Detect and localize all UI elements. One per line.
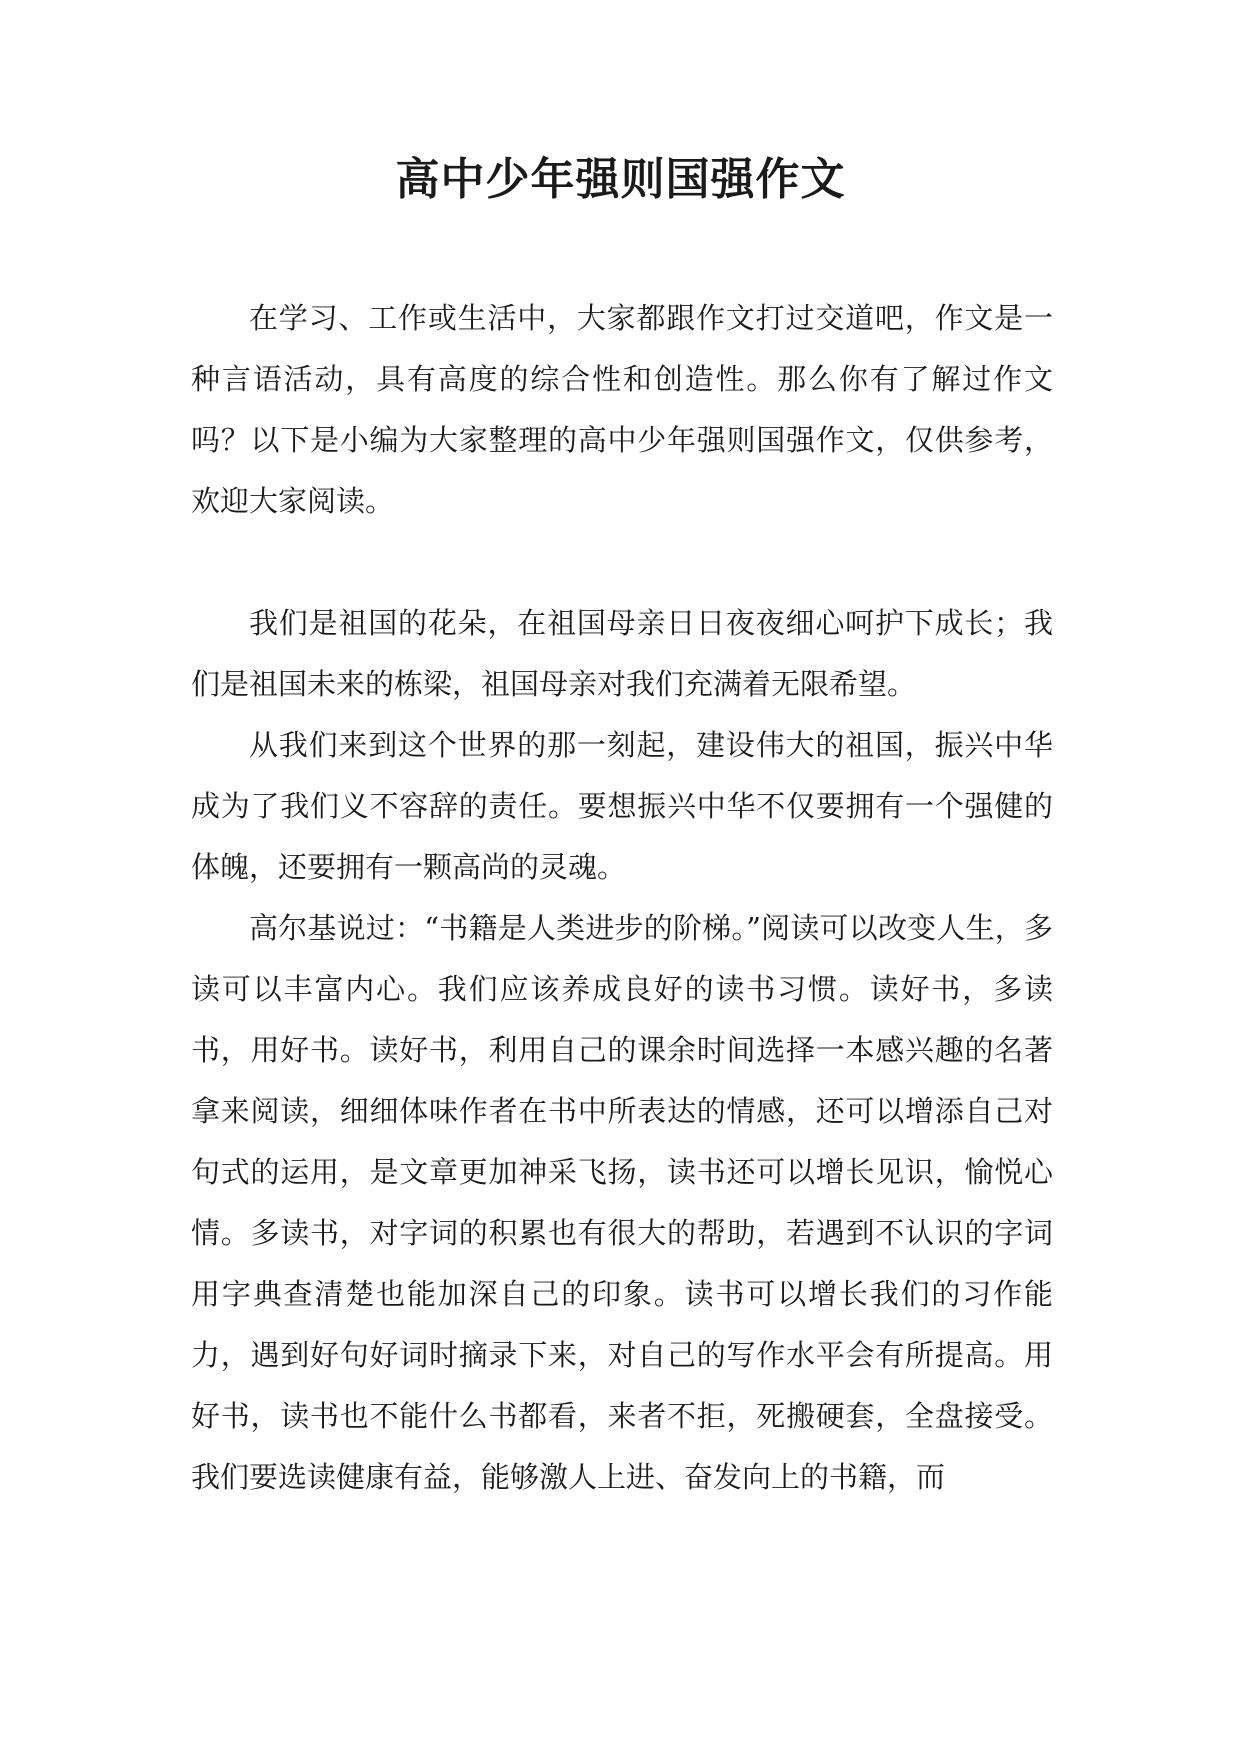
body-paragraph: 我们是祖国的花朵，在祖国母亲日日夜夜细心呵护下成长；我们是祖国未来的栋梁，祖国母亲对我们充满着无限希望。 <box>191 606 1053 701</box>
document-title: 高中少年强则国强作文 <box>395 154 846 205</box>
body-paragraph: 高尔基说过：“书籍是人类进步的阶梯。”阅读可以改变人生，多读可以丰富内心。我们应该养成良好的读书习惯。读好书，多读书，用好书。读好书，利用自己的课余时间选择一本感兴趣的名著拿来阅读，细细体味作者在书中所表达的情感，还可以增添自己对句式的运用，是文章更加神采飞扬，读书还可以增长见识，愉悦心情。多读书，对字词的积累也有很大的帮助，若遇到不认识的字词用字典查清楚也能加深自己的印象。读书可以增长我们的习作能力，遇到好句好词时摘录下来，对自己的写作水平会有所提高。用好书，读书也不能什么书都看，来者不拒，死搬硬套，全盘接受。我们要选读健康有益，能够激人上进、奋发向上的书籍，而 <box>191 911 1053 1494</box>
intro-paragraph: 在学习、工作或生活中，大家都跟作文打过交道吧，作文是一种言语活动，具有高度的综合性和创造性。那么你有了解过作文吗？以下是小编为大家整理的高中少年强则国强作文，仅供参考，欢迎大家阅读。 <box>191 301 1053 518</box>
document-body <box>191 288 1053 1508</box>
body-paragraph: 从我们来到这个世界的那一刻起，建设伟大的祖国，振兴中华成为了我们义不容辞的责任。要想振兴中华不仅要拥有一个强健的体魄，还要拥有一颗高尚的灵魂。 <box>191 728 1053 884</box>
